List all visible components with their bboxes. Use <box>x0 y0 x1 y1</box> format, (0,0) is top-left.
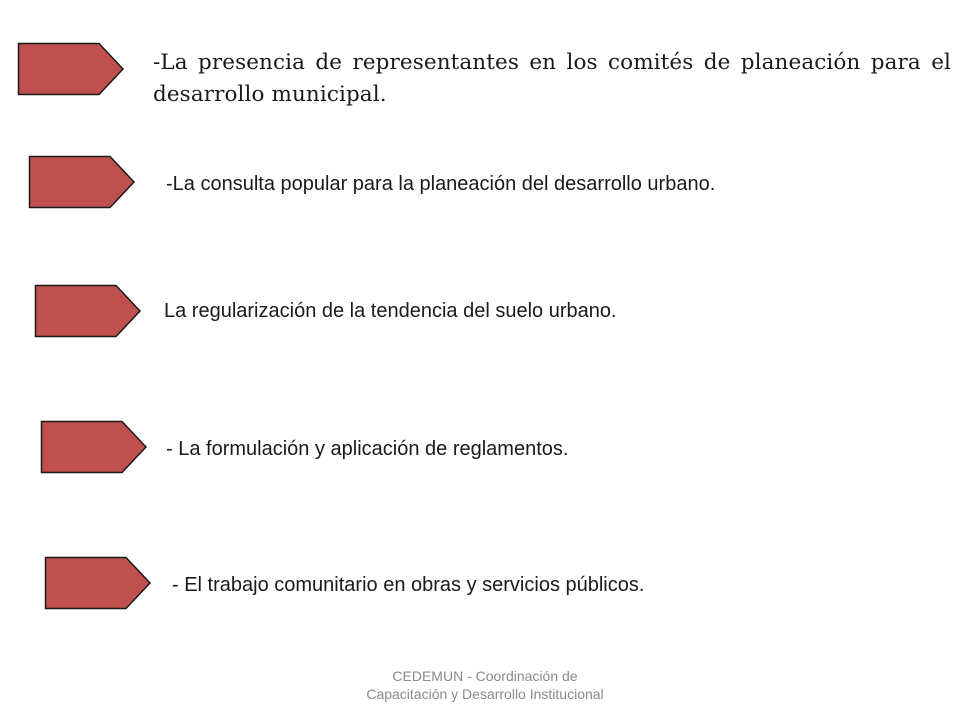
item-3-text: La regularización de la tendencia del suelo urbano. <box>164 300 617 322</box>
footer-line-1: CEDEMUN - Coordinación de <box>392 668 578 684</box>
item-5-arrow-icon <box>44 556 152 610</box>
footer-line-2: Capacitación y Desarrollo Institucional <box>366 686 604 702</box>
item-2-text: -La consulta popular para la planeación del desarrollo urbano. <box>166 173 716 195</box>
item-4-arrow-icon <box>40 420 148 474</box>
item-1-arrow-icon <box>17 42 125 96</box>
item-4-text: - La formulación y aplicación de reglamentos. <box>166 438 569 460</box>
footer <box>310 667 660 703</box>
item-5-text: - El trabajo comunitario en obras y servicios públicos. <box>172 574 645 596</box>
item-3-arrow-icon <box>34 284 142 338</box>
item-2-arrow-icon <box>28 155 136 209</box>
item-1-text: -La presencia de representantes en los comités de planeación para el desarrollo municipal. <box>153 50 951 107</box>
